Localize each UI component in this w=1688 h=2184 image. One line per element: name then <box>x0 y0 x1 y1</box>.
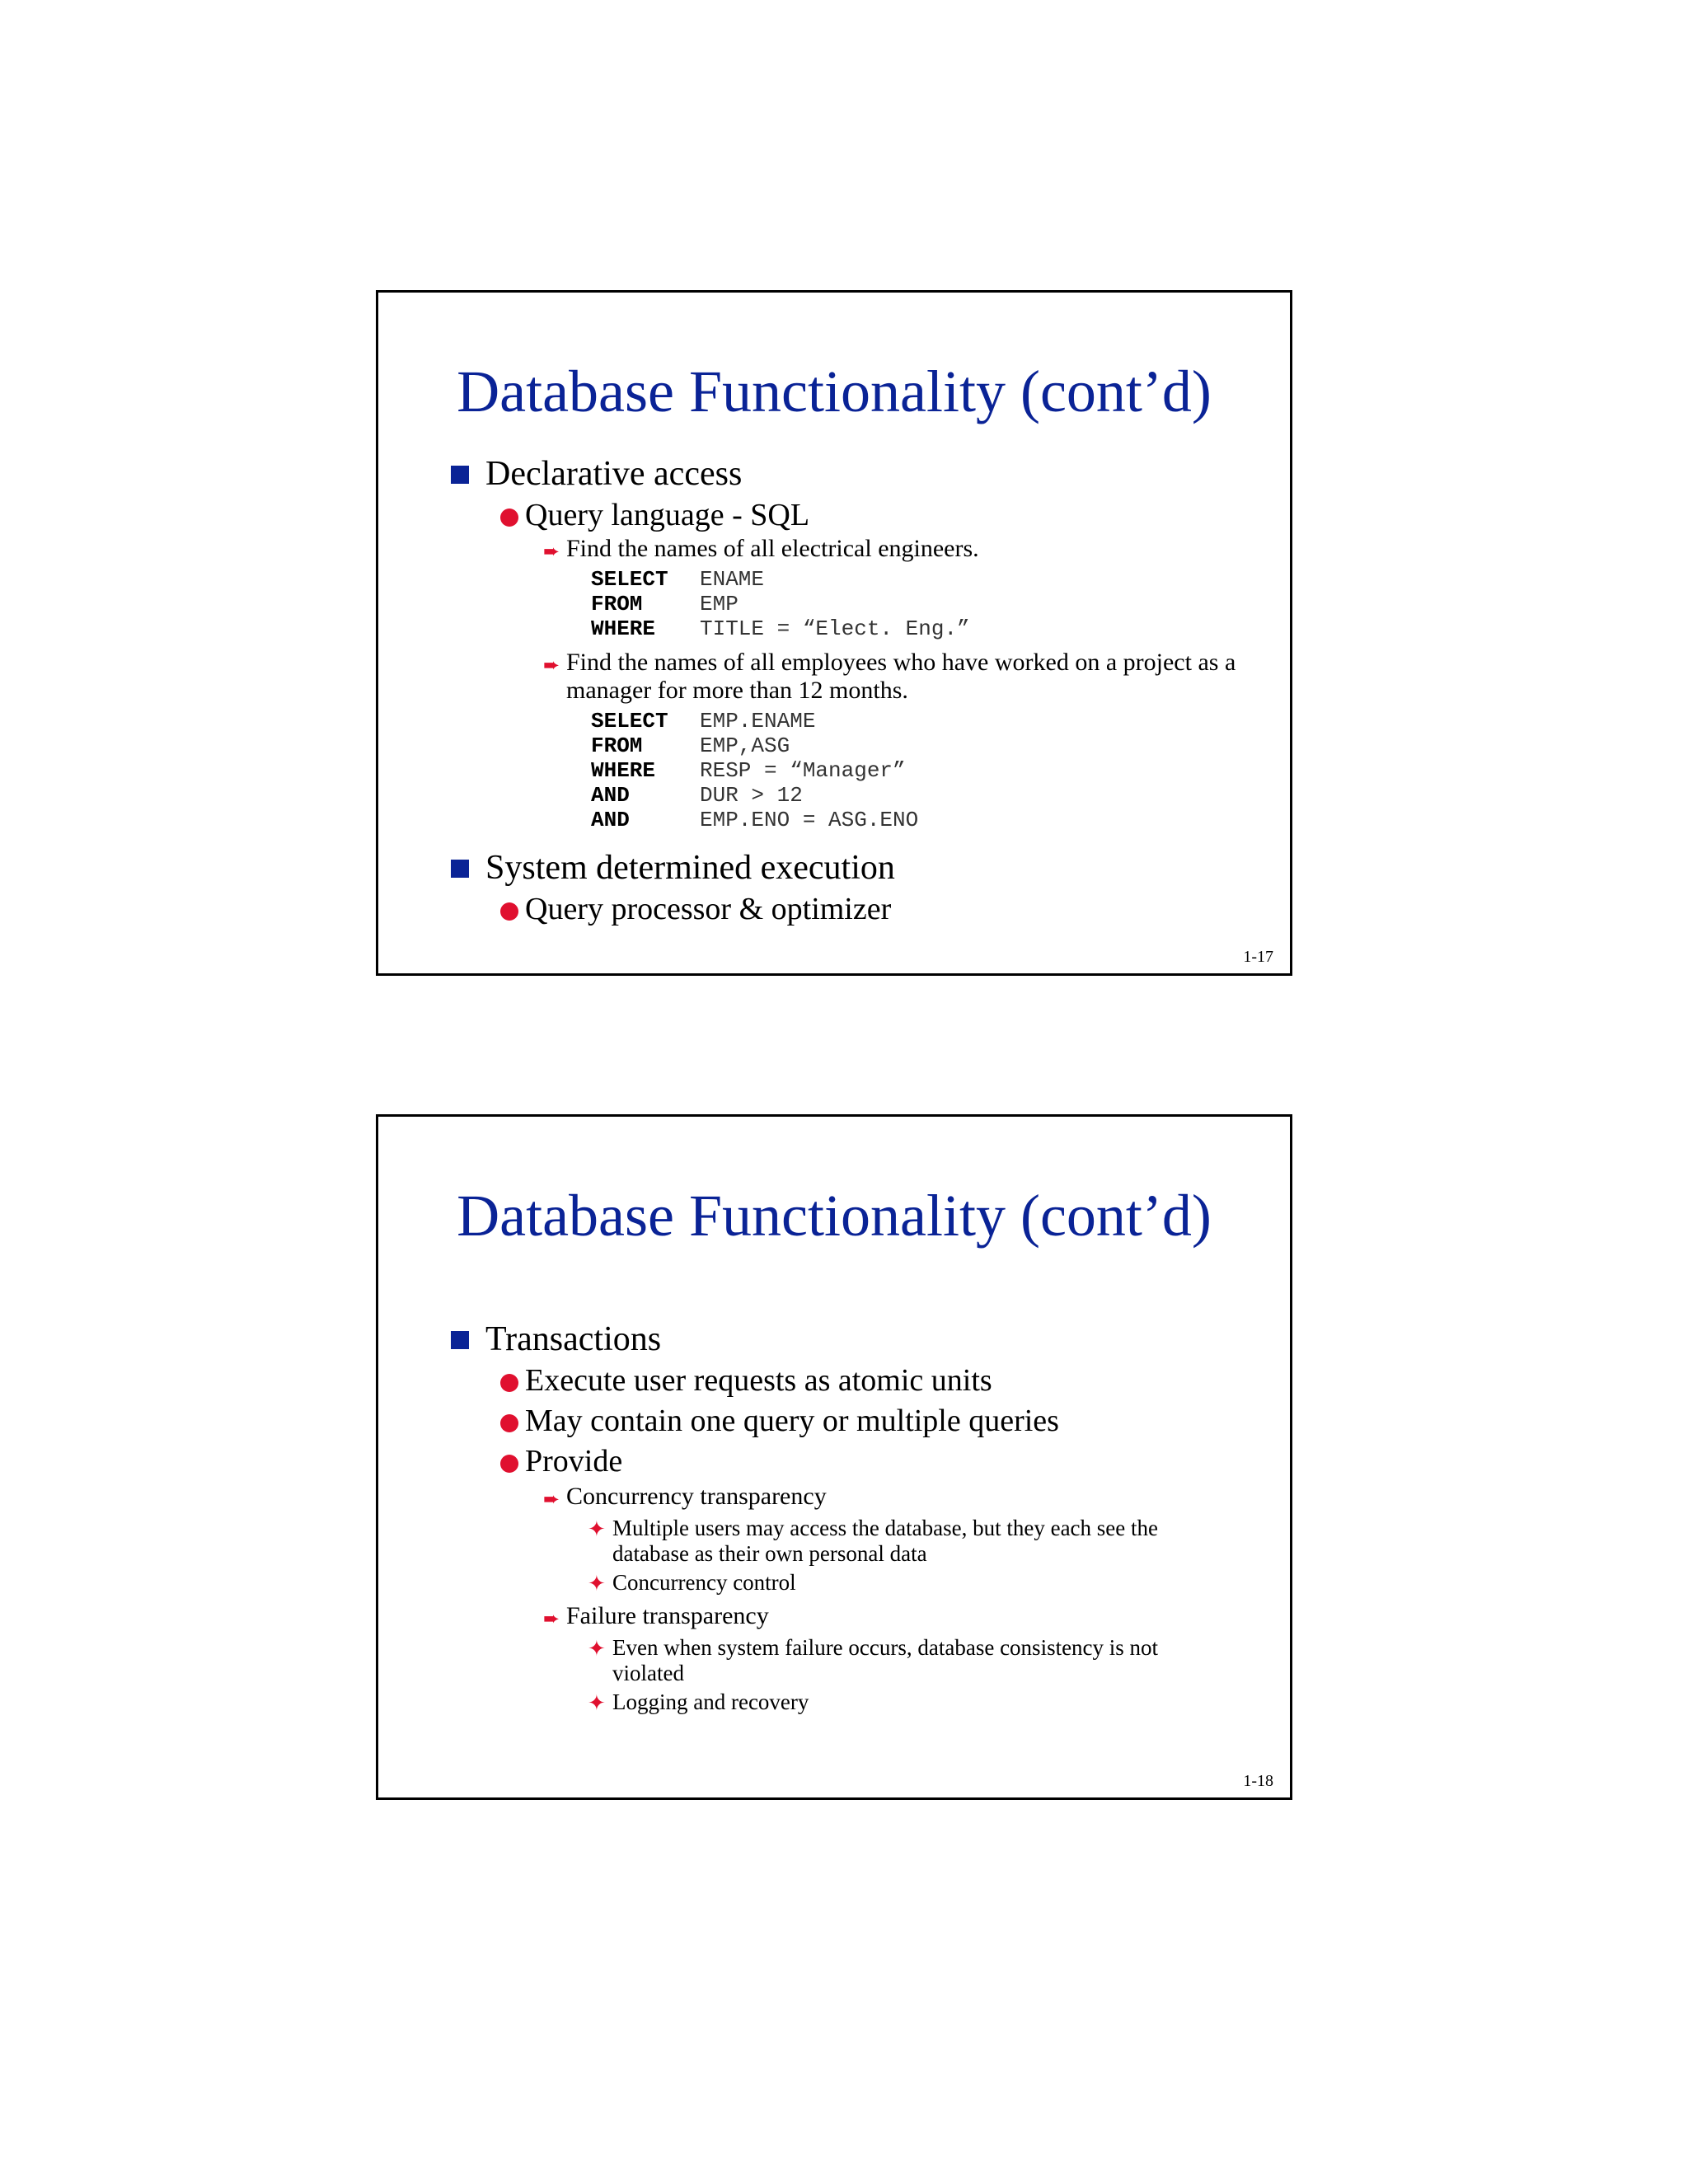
sql-keyword: AND <box>591 783 630 808</box>
bullet-logging-recovery: Logging and recovery <box>612 1690 809 1714</box>
bullet-system-execution: System determined execution <box>485 849 895 887</box>
sql-keyword: WHERE <box>591 616 656 641</box>
sql-keyword: FROM <box>591 733 643 758</box>
arrow-bullet-icon: ➨ <box>543 654 560 677</box>
slide-1-18 <box>376 1114 1292 1800</box>
code-line <box>591 758 918 783</box>
star-bullet-icon: ✦ <box>588 1691 606 1716</box>
arrow-bullet-icon: ➨ <box>543 1607 560 1630</box>
sql-keyword: AND <box>591 808 630 832</box>
sql-keyword: FROM <box>591 592 643 616</box>
star-bullet-icon: ✦ <box>588 1517 606 1542</box>
sql-keyword: SELECT <box>591 567 668 592</box>
slide-title: Database Functionality (cont’d) <box>457 359 1212 424</box>
star-bullet-icon: ✦ <box>588 1637 606 1661</box>
bullet-concurrency-transparency: Concurrency transparency <box>566 1483 827 1510</box>
code-line <box>591 709 918 733</box>
circle-bullet-icon <box>500 509 518 527</box>
bullet-declarative-access: Declarative access <box>485 455 743 493</box>
bullet-query-processor: Query processor & optimizer <box>525 892 892 926</box>
bullet-multiple-queries: May contain one query or multiple queries <box>525 1404 1059 1438</box>
sql-value: ENAME <box>700 567 765 592</box>
page-number: 1-17 <box>1243 948 1273 966</box>
sql-code-block-2 <box>591 709 918 832</box>
sql-value: TITLE = “Elect. Eng.” <box>700 616 970 641</box>
sql-value: EMP.ENO = ASG.ENO <box>700 808 919 832</box>
sql-keyword: WHERE <box>591 758 656 783</box>
square-bullet-icon <box>451 466 469 484</box>
query1-description: Find the names of all electrical engineers. <box>566 535 979 562</box>
square-bullet-icon <box>451 1331 469 1349</box>
page-number: 1-18 <box>1243 1772 1273 1790</box>
bullet-provide: Provide <box>525 1444 623 1479</box>
bullet-query-language: Query language - SQL <box>525 498 810 532</box>
sql-value: RESP = “Manager” <box>700 758 906 783</box>
bullet-multiple-users: Multiple users may access the database, but they each see the database as their own personal data <box>612 1516 1159 1566</box>
code-line <box>591 733 918 758</box>
star-bullet-icon: ✦ <box>588 1572 606 1596</box>
sql-value: EMP.ENAME <box>700 709 816 733</box>
code-line <box>591 808 918 832</box>
sql-value: EMP,ASG <box>700 733 790 758</box>
circle-bullet-icon <box>500 902 518 921</box>
sql-value: EMP <box>700 592 738 616</box>
code-line <box>591 567 970 592</box>
sql-value: DUR > 12 <box>700 783 803 808</box>
bullet-failure-transparency: Failure transparency <box>566 1602 769 1629</box>
bullet-transactions: Transactions <box>485 1320 662 1358</box>
sql-code-block-1 <box>591 567 970 641</box>
slide-1-17 <box>376 290 1292 976</box>
circle-bullet-icon <box>500 1374 518 1392</box>
bullet-failure-consistency: Even when system failure occurs, database consistency is not violated <box>612 1635 1159 1685</box>
query2-description <box>566 649 1242 705</box>
code-line <box>591 783 918 808</box>
circle-bullet-icon <box>500 1414 518 1432</box>
code-line <box>591 616 970 641</box>
code-line <box>591 592 970 616</box>
bullet-atomic-units: Execute user requests as atomic units <box>525 1363 992 1398</box>
square-bullet-icon <box>451 860 469 878</box>
arrow-bullet-icon: ➨ <box>543 540 560 563</box>
slide-title: Database Functionality (cont’d) <box>457 1183 1212 1249</box>
query2-text: Find the names of all employees who have worked on a project as a manager for more than 12 months. <box>566 649 1236 704</box>
sql-keyword: SELECT <box>591 709 668 733</box>
bullet-concurrency-control: Concurrency control <box>612 1570 796 1595</box>
circle-bullet-icon <box>500 1455 518 1473</box>
arrow-bullet-icon: ➨ <box>543 1488 560 1511</box>
